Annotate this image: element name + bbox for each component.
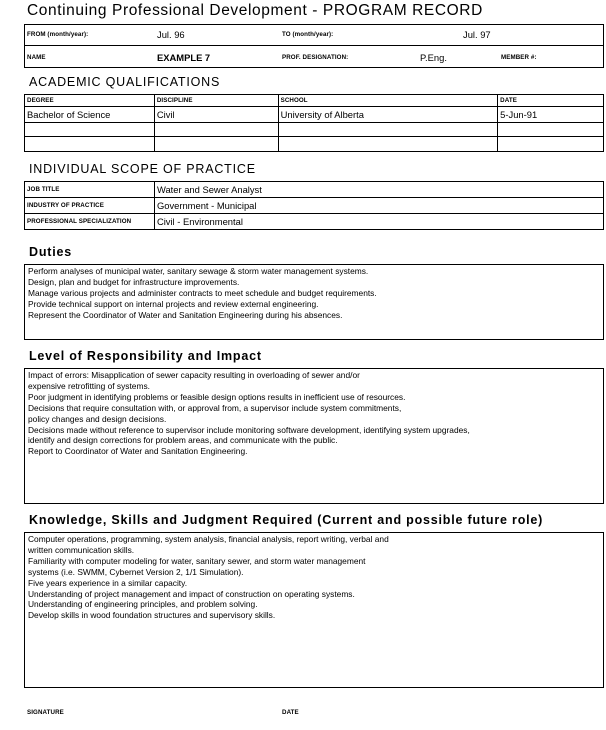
duties-line: Perform analyses of municipal water, sanitary sewage & storm water management systems. bbox=[28, 266, 369, 276]
table-row bbox=[25, 123, 604, 137]
industry-label: INDUSTRY OF PRACTICE bbox=[25, 198, 155, 214]
responsibility-line: Poor judgment in identifying problems or feasible design options results in inefficient use of resources. bbox=[28, 391, 406, 402]
duties-line: Represent the Coordinator of Water and Sanitation Engineering during his absences. bbox=[28, 309, 343, 320]
school-cell[interactable]: University of Alberta bbox=[278, 107, 498, 123]
responsibility-line: Impact of errors: Misapplication of sewer capacity resulting in overloading of sewer and/or bbox=[28, 370, 360, 380]
table-row bbox=[25, 214, 604, 230]
knowledge-line: written communication skills. bbox=[28, 544, 135, 555]
responsibility-line: identify and design corrections for problem areas, and communicate with the public. bbox=[28, 435, 338, 446]
signature-label: SIGNATURE bbox=[27, 709, 64, 716]
school-column-header: SCHOOL bbox=[278, 95, 498, 107]
responsibility-textarea[interactable] bbox=[24, 368, 604, 504]
academic-header-row bbox=[25, 95, 604, 107]
school-cell[interactable] bbox=[278, 123, 498, 137]
date-cell[interactable]: 5-Jun-91 bbox=[498, 107, 604, 123]
knowledge-line: Five years experience in a similar capacity. bbox=[28, 577, 188, 588]
degree-cell[interactable]: Bachelor of Science bbox=[25, 107, 155, 123]
industry-value[interactable]: Government - Municipal bbox=[154, 198, 603, 214]
name-value[interactable]: EXAMPLE 7 bbox=[157, 52, 211, 63]
knowledge-textarea[interactable] bbox=[24, 532, 604, 688]
date-cell[interactable] bbox=[498, 123, 604, 137]
discipline-column-header: DISCIPLINE bbox=[154, 95, 278, 107]
responsibility-heading: Level of Responsibility and Impact bbox=[29, 349, 262, 363]
table-row bbox=[25, 107, 604, 123]
to-value[interactable]: Jul. 97 bbox=[463, 29, 491, 40]
duties-heading: Duties bbox=[29, 245, 73, 259]
responsibility-line: policy changes and design decisions. bbox=[28, 413, 167, 424]
job-title-label: JOB TITLE bbox=[25, 182, 155, 198]
page-title: Continuing Professional Development - PROGRAM RECORD bbox=[27, 2, 483, 19]
knowledge-line: Computer operations, programming, system analysis, financial analysis, report writing, verbal and bbox=[28, 534, 389, 544]
date-label: DATE bbox=[282, 709, 299, 716]
duties-line: Design, plan and budget for infrastructure improvements. bbox=[28, 276, 240, 287]
responsibility-line: expensive retrofitting of systems. bbox=[28, 380, 150, 391]
designation-label: PROF. DESIGNATION: bbox=[282, 54, 349, 61]
discipline-cell[interactable]: Civil bbox=[154, 107, 278, 123]
date-column-header: DATE bbox=[498, 95, 604, 107]
knowledge-line: Develop skills in wood foundation structures and supervisory skills. bbox=[28, 610, 276, 621]
knowledge-line: Familiarity with computer modeling for water, sanitary sewer, and storm water management bbox=[28, 555, 366, 566]
degree-column-header: DEGREE bbox=[25, 95, 155, 107]
from-value[interactable]: Jul. 96 bbox=[157, 29, 185, 40]
job-title-value[interactable]: Water and Sewer Analyst bbox=[154, 182, 603, 198]
degree-cell[interactable] bbox=[25, 137, 155, 152]
header-divider bbox=[24, 45, 604, 46]
knowledge-heading: Knowledge, Skills and Judgment Required (Current and possible future role) bbox=[29, 513, 544, 527]
table-row bbox=[25, 137, 604, 152]
knowledge-line: systems (i.e. SWMM, Cybernet Version 2, 1/1 Simulation). bbox=[28, 566, 244, 577]
scope-heading: INDIVIDUAL SCOPE OF PRACTICE bbox=[29, 162, 256, 176]
duties-line: Manage various projects and administer contracts to meet schedule and budget requirements. bbox=[28, 287, 377, 298]
specialization-label: PROFESSIONAL SPECIALIZATION bbox=[25, 214, 155, 230]
table-row bbox=[25, 182, 604, 198]
specialization-value[interactable]: Civil - Environmental bbox=[154, 214, 603, 230]
responsibility-line: Report to Coordinator of Water and Sanitation Engineering. bbox=[28, 446, 248, 457]
academic-table bbox=[24, 94, 604, 152]
scope-table bbox=[24, 181, 604, 230]
knowledge-line: Understanding of engineering principles, and problem solving. bbox=[28, 599, 258, 610]
member-label: MEMBER #: bbox=[501, 54, 537, 61]
discipline-cell[interactable] bbox=[154, 123, 278, 137]
responsibility-line: Decisions that require consultation with, or approval from, a supervisor include system commitments, bbox=[28, 402, 402, 413]
responsibility-line: Decisions made without reference to supervisor include monitoring software development, identifying system upgrades, bbox=[28, 424, 470, 435]
academic-heading: ACADEMIC QUALIFICATIONS bbox=[29, 75, 221, 89]
date-cell[interactable] bbox=[498, 137, 604, 152]
from-label: FROM (month/year): bbox=[27, 31, 89, 38]
discipline-cell[interactable] bbox=[154, 137, 278, 152]
table-row bbox=[25, 198, 604, 214]
duties-line: Provide technical support on internal projects and review external engineering. bbox=[28, 298, 319, 309]
duties-textarea[interactable] bbox=[24, 264, 604, 340]
school-cell[interactable] bbox=[278, 137, 498, 152]
name-label: NAME bbox=[27, 54, 46, 61]
to-label: TO (month/year): bbox=[282, 31, 334, 38]
degree-cell[interactable] bbox=[25, 123, 155, 137]
knowledge-line: Understanding of project management and impact of construction on operating systems. bbox=[28, 588, 355, 599]
designation-value[interactable]: P.Eng. bbox=[420, 52, 447, 63]
